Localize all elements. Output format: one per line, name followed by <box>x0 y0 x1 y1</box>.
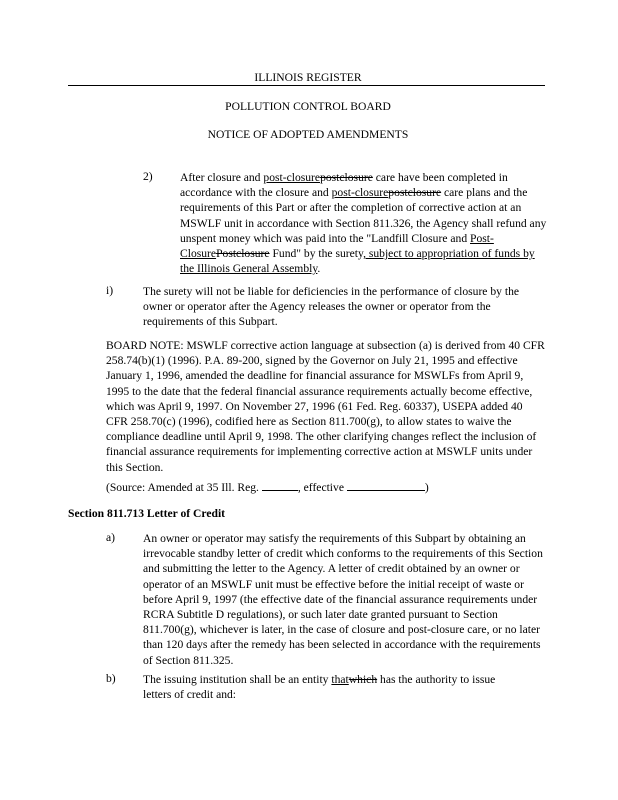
item-a-label: a) <box>106 531 116 544</box>
reg-blank <box>262 480 298 491</box>
notice-title: NOTICE OF ADOPTED AMENDMENTS <box>207 128 409 141</box>
register-title: ILLINOIS REGISTER <box>254 71 362 84</box>
item-2-text: After closure and post-closurepostclosure care have been completed in accordance with the closure and post-closurepostclosure care plans and the requirements of this Part or after the completion of corrective action at an MSWLF unit in accordance with Section 811.326, the Agency shall refund any unspent money which was paid into the "Landfill Closure and Post-ClosurePostclosure Fund" by the surety, subject to appropriation of funds by the Illinois General Assembly. <box>180 171 547 276</box>
header-rule <box>68 85 545 86</box>
item-b-label: b) <box>106 672 116 685</box>
item-i-text: The surety will not be liable for deficiencies in the performance of closure by the owner or operator after the Agency releases the owner or operator from the requirements of this Subpart. <box>143 285 520 329</box>
item-2-label: 2) <box>143 170 153 183</box>
item-b-text: The issuing institution shall be an entity thatwhich has the authority to issue letters of credit and: <box>143 673 496 702</box>
source-line: (Source: Amended at 35 Ill. Reg. , effective ) <box>106 481 429 494</box>
board-title: POLLUTION CONTROL BOARD <box>225 100 391 113</box>
board-note: BOARD NOTE: MSWLF corrective action language at subsection (a) is derived from 40 CFR 258.74(b)(1) (1996). P.A. 89-200, signed by the Governor on July 21, 1995 and effective January 1, 1996, amended the deadline for financial assurance for MSWLFs from April 9, 1995 to the date that the federal financial assurance requirements actually become effective, which was April 9, 1997. On November 27, 1996 (61 Fed. Reg. 60337), USEPA added 40 CFR 258.70(c) (1996), codified here as Section 811.700(g), to allow states to waive the compliance deadline until April 9, 1998. The other clarifying changes reflect the inclusion of financial assurance requirements for implementing corrective action at MSWLF units under this Section. <box>106 339 545 474</box>
item-i-label: i) <box>106 284 114 297</box>
item-a-text: An owner or operator may satisfy the requirements of this Subpart by obtaining an irrevocable standby letter of credit which conforms to the requirements of this Section and submitting the letter to the Agency. A letter of credit obtained by an owner or operator of an MSWLF unit must be effective before the initial receipt of waste or before April 9, 1997 (the effective date of the financial assurance requirements under RCRA Subtitle D regulations), or such later date granted pursuant to Section 811.700(g), whichever is later, in the case of closure and post-closure care, or no later than 120 days after the remedy has been selected in accordance with the requirements of Section 811.325. <box>143 532 543 667</box>
effective-blank <box>347 480 425 491</box>
section-heading: Section 811.713 Letter of Credit <box>68 507 226 520</box>
